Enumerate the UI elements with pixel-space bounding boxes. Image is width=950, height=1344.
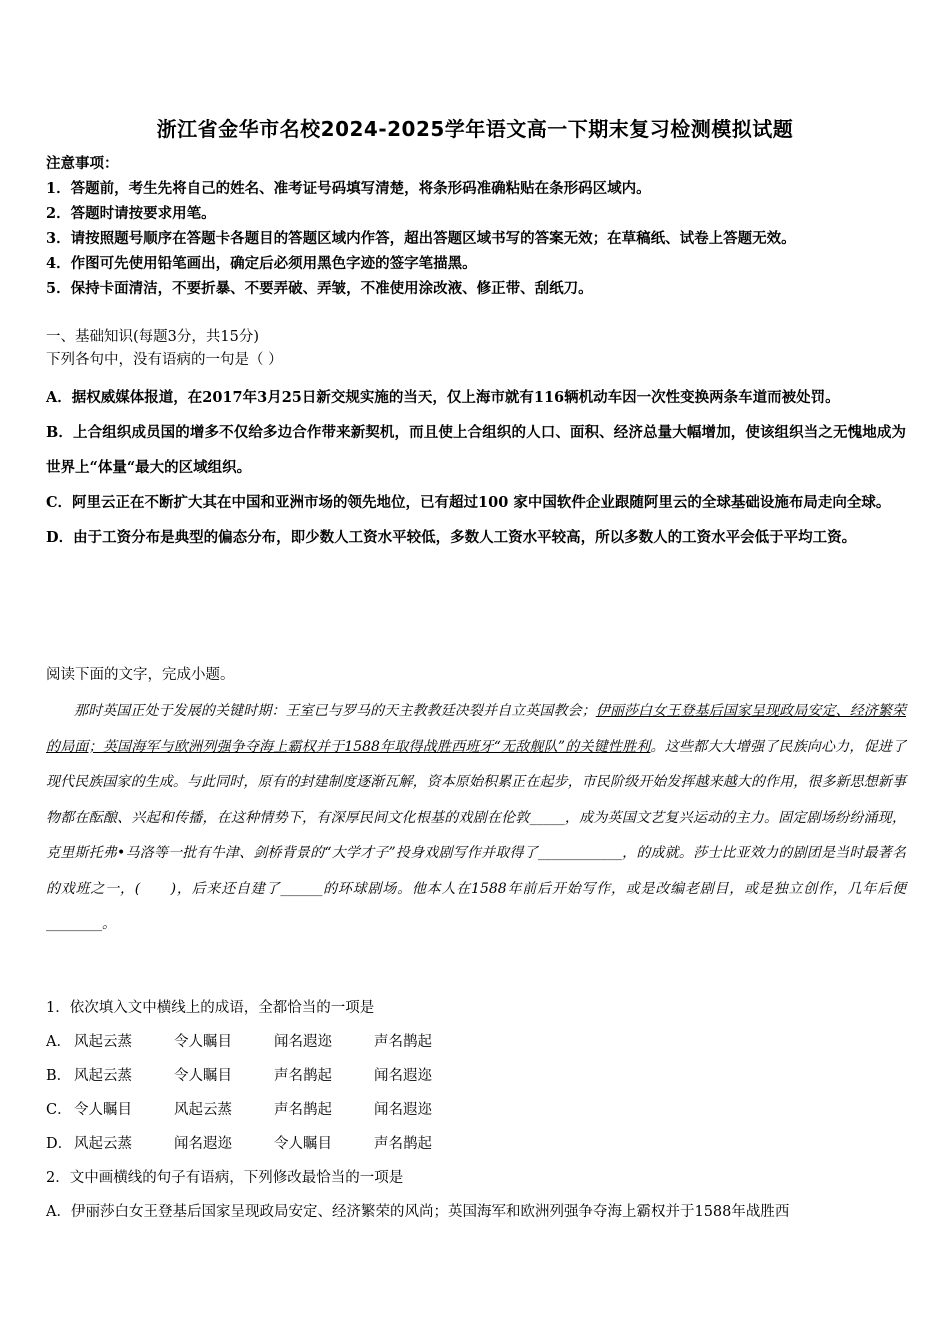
reading-instruction: 阅读下面的文字，完成小题。 [46,667,235,683]
question-stem: 下列各句中，没有语病的一句是（ ） [46,352,283,368]
option-word: 声名鹊起 [274,1102,332,1118]
notice-item: 1．答题前，考生先将自己的姓名、准考证号码填写清楚，将条形码准确粘贴在条形码区域内。 [46,180,651,197]
notice-item: 2．答题时请按要求用笔。 [46,205,216,222]
option-label: B． [46,1068,72,1084]
q2-option-a: A．伊丽莎白女王登基后国家呈现政局安定、经济繁荣的风尚；英国海军和欧洲列强争夺海上霸权并于1588年战胜西 [46,1204,790,1220]
option-word: 风起云蒸 [74,1136,132,1152]
option-word: 风起云蒸 [174,1102,232,1118]
option-word: 风起云蒸 [74,1034,132,1050]
reading-passage [46,694,906,943]
option-word: 令人瞩目 [74,1102,132,1118]
notice-heading: 注意事项： [46,155,119,172]
q1-option-a [46,1025,906,1059]
passage-start: 那时英国正处于发展的关键时期：王室已与罗马的天主教教廷决裂并自立英国教会； [74,703,596,719]
option-word: 声名鹊起 [374,1136,432,1152]
option-word: 闻名遐迩 [174,1136,232,1152]
option-label: A． [46,1034,71,1050]
page-title: 浙江省金华市名校2024-2025学年语文高一下期末复习检测模拟试题 [156,117,794,141]
option-word: 声名鹊起 [274,1068,332,1084]
option-word: 声名鹊起 [374,1034,432,1050]
question-options [46,380,906,555]
option-c: C．阿里云正在不断扩大其在中国和亚洲市场的领先地位，已有超过100 家中国软件企业跟随阿里云的全球基础设施布局走向全球。 [46,494,891,511]
sub-questions [46,991,906,1229]
option-word: 令人瞩目 [274,1136,332,1152]
notice-item: 3．请按照题号顺序在答题卡各题目的答题区域内作答，超出答题区域书写的答案无效；在草稿纸、试卷上答题无效。 [46,230,796,247]
section-heading: 一、基础知识(每题3分，共15分) [46,329,259,345]
passage-end: 。这些都大大增强了民族向心力，促进了现代民族国家的生成。与此同时，原有的封建制度逐渐瓦解，资本原始积累正在起步，市民阶级开始发挥越来越大的作用，很多新思想新事物都在酝酿、兴起和传播，在这种情势下，有深厚民间文化根基的戏剧在伦敦_____，成为英国文艺复兴运动的主力。固定剧场纷纷涌现，克里斯托弗•马洛等一批有牛津、剑桥背景的“大学才子”投身戏剧写作并取得了____________，的成就。莎士比亚效力的剧团是当时最著名的戏班之一，( )，后来还自建了______的环球剧场。他本人在1588年前后开始写作，或是改编老剧目，或是独立创作，几年后便________。 [46,738,907,932]
q1-option-b [46,1059,906,1093]
notice-block [46,151,796,301]
notice-item: 4．作图可先使用铅笔画出，确定后必须用黑色字迹的签字笔描黑。 [46,255,477,272]
option-word: 令人瞩目 [174,1034,232,1050]
option-word: 闻名遐迩 [274,1034,332,1050]
notice-item: 5．保持卡面清洁，不要折暴、不要弄破、弄皱，不准使用涂改液、修正带、刮纸刀。 [46,280,593,297]
option-word: 令人瞩目 [174,1068,232,1084]
option-word: 闻名遐迩 [374,1068,432,1084]
section-header [46,326,283,372]
option-label: D． [46,1136,73,1152]
underlined-sentence: 伊丽莎白女王登基后国家呈现政局安定、经济繁荣的局面；英国海军与欧洲列强争夺海上霸权并于1588年取得战胜西班牙“无敌舰队”的关键性胜利 [46,703,907,755]
q1-option-d [46,1127,906,1161]
option-a: A．据权威媒体报道，在2017年3月25日新交规实施的当天，仅上海市就有116辆机动车因一次性变换两条车道而被处罚。 [46,389,840,406]
q2-stem: 2．文中画横线的句子有语病，下列修改最恰当的一项是 [46,1170,404,1186]
q1-stem: 1．依次填入文中横线上的成语，全都恰当的一项是 [46,1000,375,1016]
option-word: 风起云蒸 [74,1068,132,1084]
q1-option-c [46,1093,906,1127]
option-word: 闻名遐迩 [374,1102,432,1118]
option-d: D．由于工资分布是典型的偏态分布，即少数人工资水平较低，多数人工资水平较高，所以多数人的工资水平会低于平均工资。 [46,529,857,546]
option-label: C． [46,1102,72,1118]
option-b: B．上合组织成员国的增多不仅给多边合作带来新契机，而且使上合组织的人口、面积、经济总量大幅增加，使该组织当之无愧地成为世界上“体量“最大的区域组织。 [46,424,906,476]
